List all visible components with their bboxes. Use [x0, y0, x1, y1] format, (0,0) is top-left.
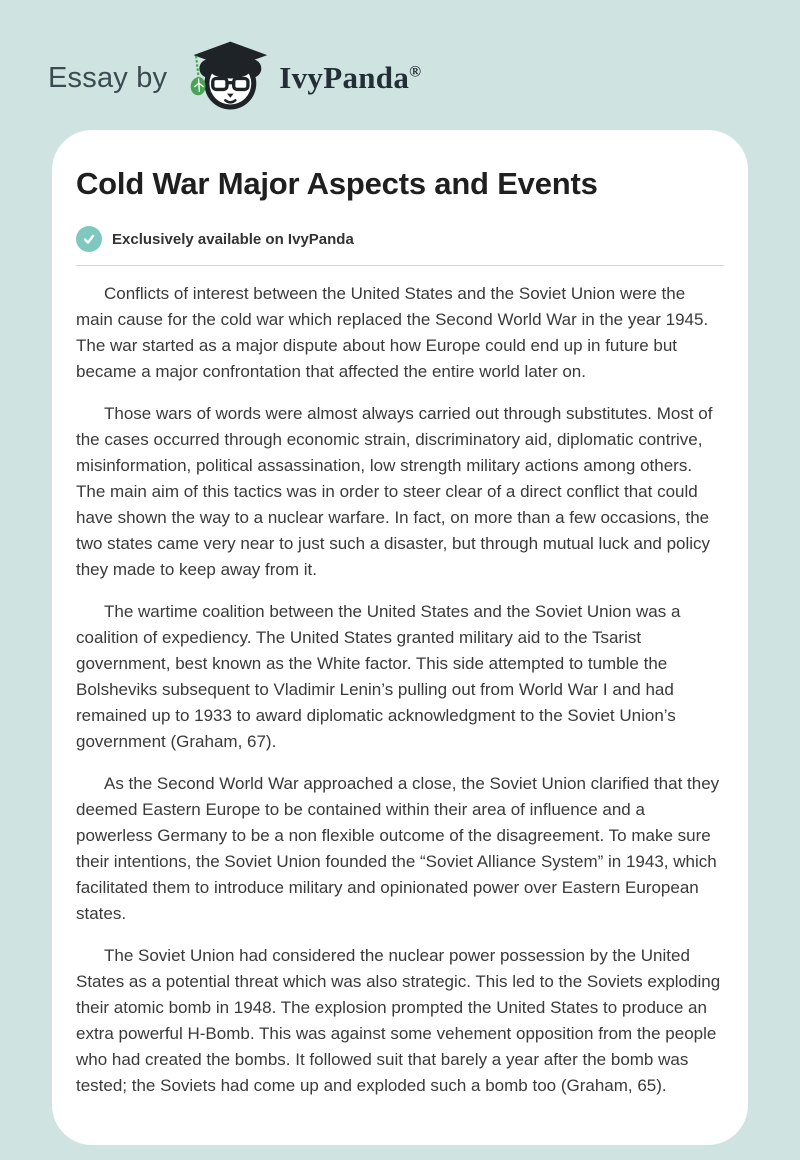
essay-card — [52, 130, 748, 1145]
site-header — [0, 0, 800, 122]
essay-paragraph: The wartime coalition between the United States and the Soviet Union was a coalition of expediency. The United States granted military aid to the Tsarist government, best known as the White factor. This side attempted to tumble the Bolsheviks subsequent to Vladimir Lenin’s pulling out from World War I and had remained up to 1933 to award diplomatic acknowledgment to the Soviet Union’s government (Graham, 67). — [76, 602, 681, 751]
essay-paragraph: Conflicts of interest between the United States and the Soviet Union were the main cause for the cold war which replaced the Second World War in the year 1945. The war started as a major dispute about how Europe could end up in future but became a major confrontation that affected the entire world later on. — [76, 284, 709, 381]
registered-mark: ® — [409, 63, 422, 81]
essay-body — [76, 281, 724, 1099]
divider — [76, 265, 724, 266]
essay-paragraph: Those wars of words were almost always carried out through substitutes. Most of the cases occurred through economic strain, discriminatory aid, diplomatic contrive, misinformation, political assassination, low strength military actions among others. The main aim of this tactics was in order to steer clear of a direct conflict that could have shown the way to a nuclear warfare. In fact, on more than a few occasions, the two states came very near to just such a disaster, but through mutual luck and policy they made to keep away from it. — [76, 404, 713, 579]
essay-paragraph: The Soviet Union had considered the nuclear power possession by the United States as a potential threat which was also strategic. This led to the Soviets exploding their atomic bomb in 1948. The explosion prompted the United States to produce an extra powerful H-Bomb. This was against some vehement opposition from the people who had created the bombs. It followed suit that barely a year after the bomb was tested; the Soviets had come up and exploded such a bomb too (Graham, 65). — [76, 946, 721, 1095]
availability-row — [76, 226, 724, 252]
availability-label: Exclusively available on IvyPanda — [112, 230, 354, 248]
panda-graduate-icon — [185, 40, 269, 117]
brand-name[interactable]: IvyPanda® — [279, 60, 422, 95]
essay-paragraph: As the Second World War approached a close, the Soviet Union clarified that they deemed Eastern Europe to be contained within their area of influence and a powerless Germany to be a non flexible outcome of the disagreement. To make sure their intentions, the Soviet Union founded the “Soviet Alliance System” in 1943, which facilitated them to introduce military and opinionated power over Eastern European states. — [76, 774, 720, 923]
essay-by-label: Essay by — [48, 61, 168, 94]
ivypanda-logo[interactable] — [185, 40, 269, 117]
page-title: Cold War Major Aspects and Events — [76, 166, 598, 201]
check-icon — [76, 226, 102, 252]
